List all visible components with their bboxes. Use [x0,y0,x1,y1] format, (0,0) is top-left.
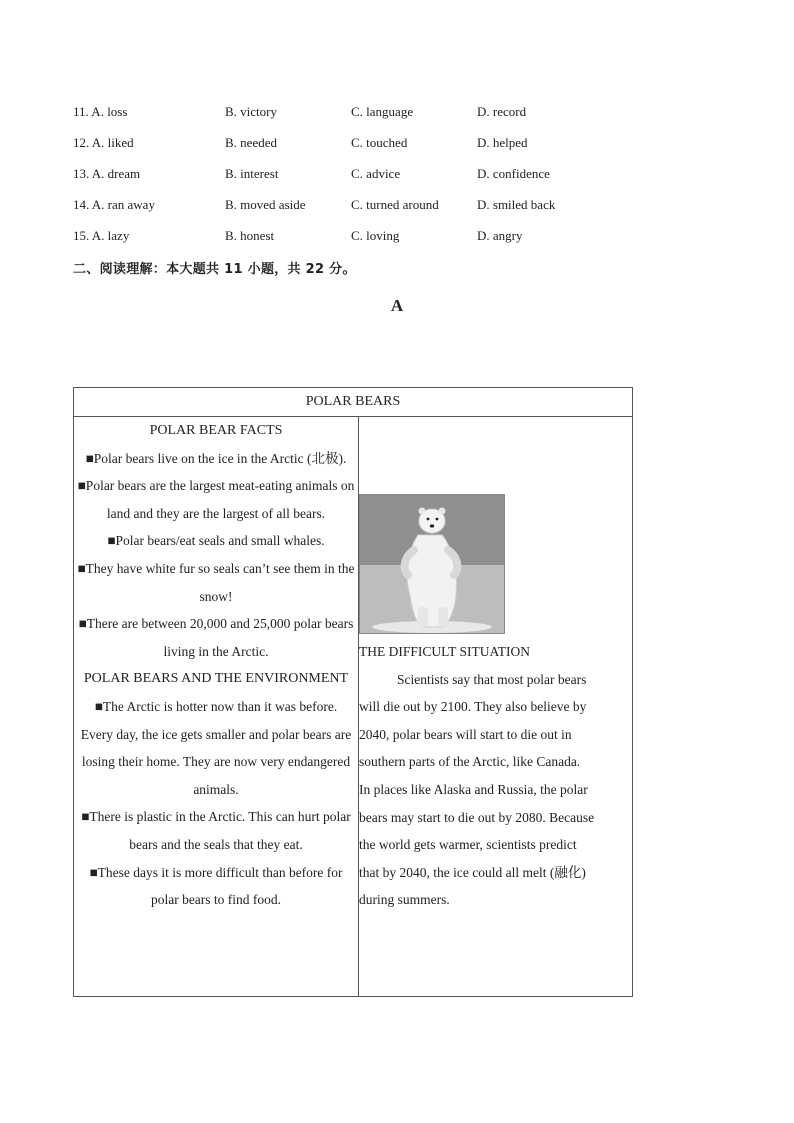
question-row [73,104,633,124]
polar-bear-photo [359,494,505,634]
option-c: C. loving [351,228,400,243]
question-row [73,228,633,248]
option-b: B. victory [225,104,277,119]
situation-line: that by 2040, the ice could all melt (融化) [359,864,586,880]
option-b: B. honest [225,228,275,243]
situation-line: will die out by 2100. They also believe by [359,699,587,715]
option-c: C. language [351,104,414,119]
option-b: B. interest [225,166,279,181]
option-c: C. advice [351,166,401,181]
situation-line: 2040, polar bears will start to die out in [359,726,572,742]
fact-item: ■Polar bears live on the ice in the Arctic (北极). [85,450,347,466]
polar-bears-table [73,387,633,997]
section-heading: 二、阅读理解：本大题共 11 小题，共 22 分。 [73,262,356,277]
option-c: C. turned around [351,197,439,212]
question-number-option-a: 13. A. dream [73,166,141,181]
option-d: D. smiled back [477,197,556,212]
environment-heading: POLAR BEARS AND THE ENVIRONMENT [83,671,349,687]
situation-line: southern parts of the Arctic, like Canada. [359,754,581,770]
option-b: B. needed [225,135,277,150]
question-row [73,166,633,186]
table-title: POLAR BEARS [74,388,633,417]
question-number-option-a: 15. A. lazy [73,228,130,243]
option-d: D. helped [477,135,528,150]
situation-line: In places like Alaska and Russia, the polar [359,781,588,797]
passage-label: A [390,296,404,315]
option-d: D. confidence [477,166,550,181]
question-number-option-a: 14. A. ran away [73,197,155,212]
option-d: D. record [477,104,527,119]
situation-line: Scientists say that most polar bears [397,671,587,687]
option-d: D. angry [477,228,523,243]
fact-item: ■Polar bears/eat seals and small whales. [107,533,325,549]
environment-item: ■There is plastic in the Arctic. This can hurt polar bears and the seals that they eat. [81,809,351,852]
environment-item: ■These days it is more difficult than before for polar bears to find food. [89,864,343,908]
situation-column [359,417,633,997]
question-number-option-a: 12. A. liked [73,135,134,150]
situation-line: during summers. [359,892,450,908]
fact-item: ■Polar bears are the largest meat-eating animals on land and they are the largest of all bears. [77,478,355,521]
situation-line: the world gets warmer, scientists predict [359,837,577,853]
question-number-option-a: 11. A. loss [73,104,128,119]
question-row [73,135,633,155]
polar-bear-icon [360,495,504,633]
facts-column [74,417,359,997]
facts-heading: POLAR BEAR FACTS [149,423,283,438]
situation-heading: THE DIFFICULT SITUATION [359,644,531,659]
fact-item: ■They have white fur so seals can’t see them in the snow! [77,560,355,604]
situation-line: bears may start to die out by 2080. Because [359,809,595,825]
option-c: C. touched [351,135,408,150]
environment-item: ■The Arctic is hotter now than it was before. Every day, the ice gets smaller and polar bears are losing their home. They are now very endangered animals. [80,698,352,797]
option-b: B. moved aside [225,197,306,212]
question-row [73,197,633,217]
fact-item: ■There are between 20,000 and 25,000 polar bears living in the Arctic. [78,616,354,659]
